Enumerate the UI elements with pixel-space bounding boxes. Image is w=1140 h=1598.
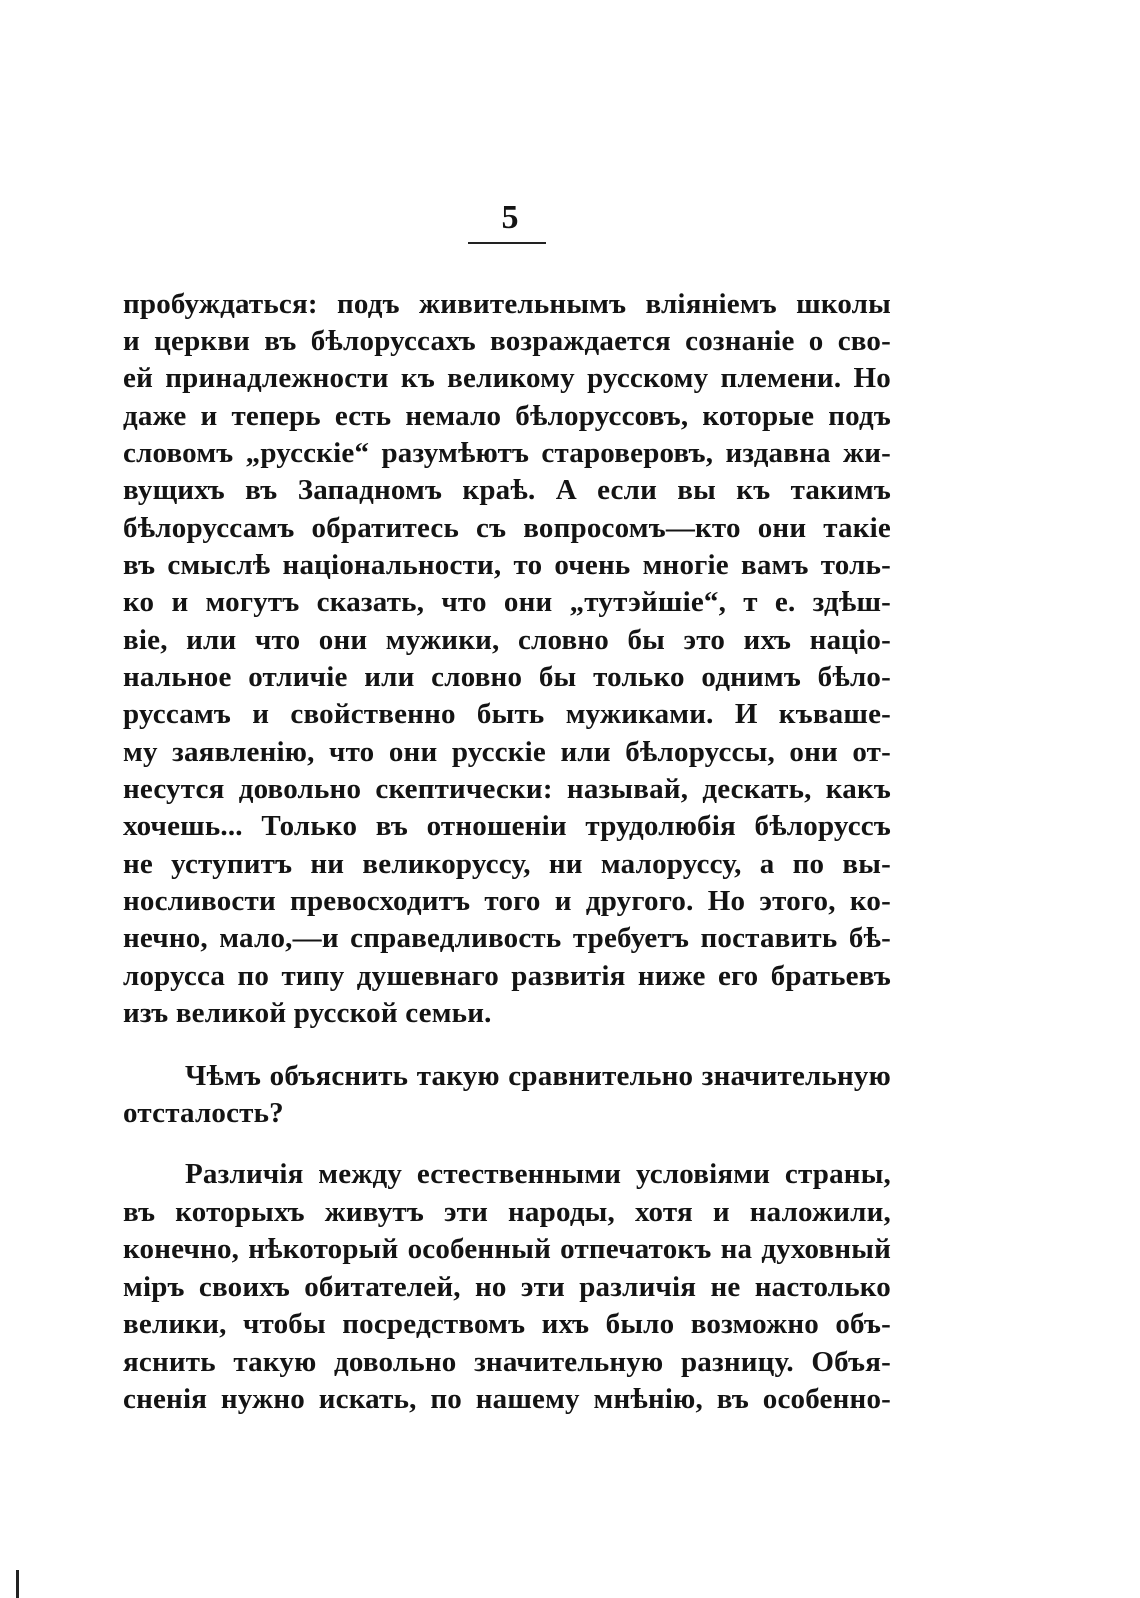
text-line: и церкви въ бѣлоруссахъ возраждается сознаніе о сво- [123, 325, 891, 357]
text-line: хочешь... Только въ отношеніи трудолюбія бѣлоруссъ [123, 810, 891, 842]
scan-edge-mark [16, 1570, 19, 1598]
text-line: Различія между естественными условіями страны, [185, 1158, 891, 1190]
text-line: отсталость? [123, 1097, 284, 1129]
text-line: не уступитъ ни великоруссу, ни малоруссу, а по вы- [123, 848, 891, 880]
text-line: въ которыхъ живутъ эти народы, хотя и наложили, [123, 1196, 891, 1228]
text-line: пробуждаться: подъ живительнымъ вліяніемъ школы [123, 288, 891, 320]
text-line: носливости превосходитъ того и другого. Но этого, ко- [123, 885, 891, 917]
text-line: словомъ „русскіе“ разумѣютъ староверовъ, издавна жи- [123, 437, 891, 469]
page-number-rule [468, 242, 546, 244]
text-line: нальное отличіе или словно бы только однимъ бѣло- [123, 661, 891, 693]
text-line: вущихъ въ Западномъ краѣ. А если вы къ такимъ [123, 474, 891, 506]
text-line: міръ своихъ обитателей, но эти различія не настолько [123, 1271, 891, 1303]
text-line: бѣлоруссамъ обратитесь съ вопросомъ—кто они такіе [123, 512, 891, 544]
text-line: несутся довольно скептически: называй, дескать, какъ [123, 773, 891, 805]
text-line: Чѣмъ объяснить такую сравнительно значительную [185, 1060, 891, 1092]
text-line: лорусса по типу душевнаго развитія ниже его братьевъ [123, 960, 891, 992]
text-line: конечно, нѣкоторый особенный отпечатокъ на духовный [123, 1233, 891, 1265]
page-number: 5 [501, 199, 519, 236]
text-line: нечно, мало,—и справедливость требуетъ поставить бѣ- [123, 922, 891, 954]
text-line: сненія нужно искать, по нашему мнѣнію, въ особенно- [123, 1383, 891, 1415]
text-line: въ смыслѣ національности, то очень многіе вамъ толь- [123, 549, 891, 581]
text-line: ко и могутъ сказать, что они „тутэйшіе“, т е. здѣш- [123, 586, 891, 618]
text-line: ей принадлежности къ великому русскому племени. Но [123, 362, 891, 394]
text-line: яснить такую довольно значительную разницу. Объя- [123, 1346, 891, 1378]
text-line: изъ великой русской семьи. [123, 997, 492, 1029]
text-line: велики, чтобы посредствомъ ихъ было возможно объ- [123, 1308, 891, 1340]
text-line: даже и теперь есть немало бѣлоруссовъ, которые подъ [123, 400, 891, 432]
text-line: руссамъ и свойственно быть мужиками. И къваше- [123, 698, 891, 730]
text-line: му заявленію, что они русскіе или бѣлоруссы, они от- [123, 736, 891, 768]
text-line: віе, или что они мужики, словно бы это ихъ націо- [123, 624, 891, 656]
